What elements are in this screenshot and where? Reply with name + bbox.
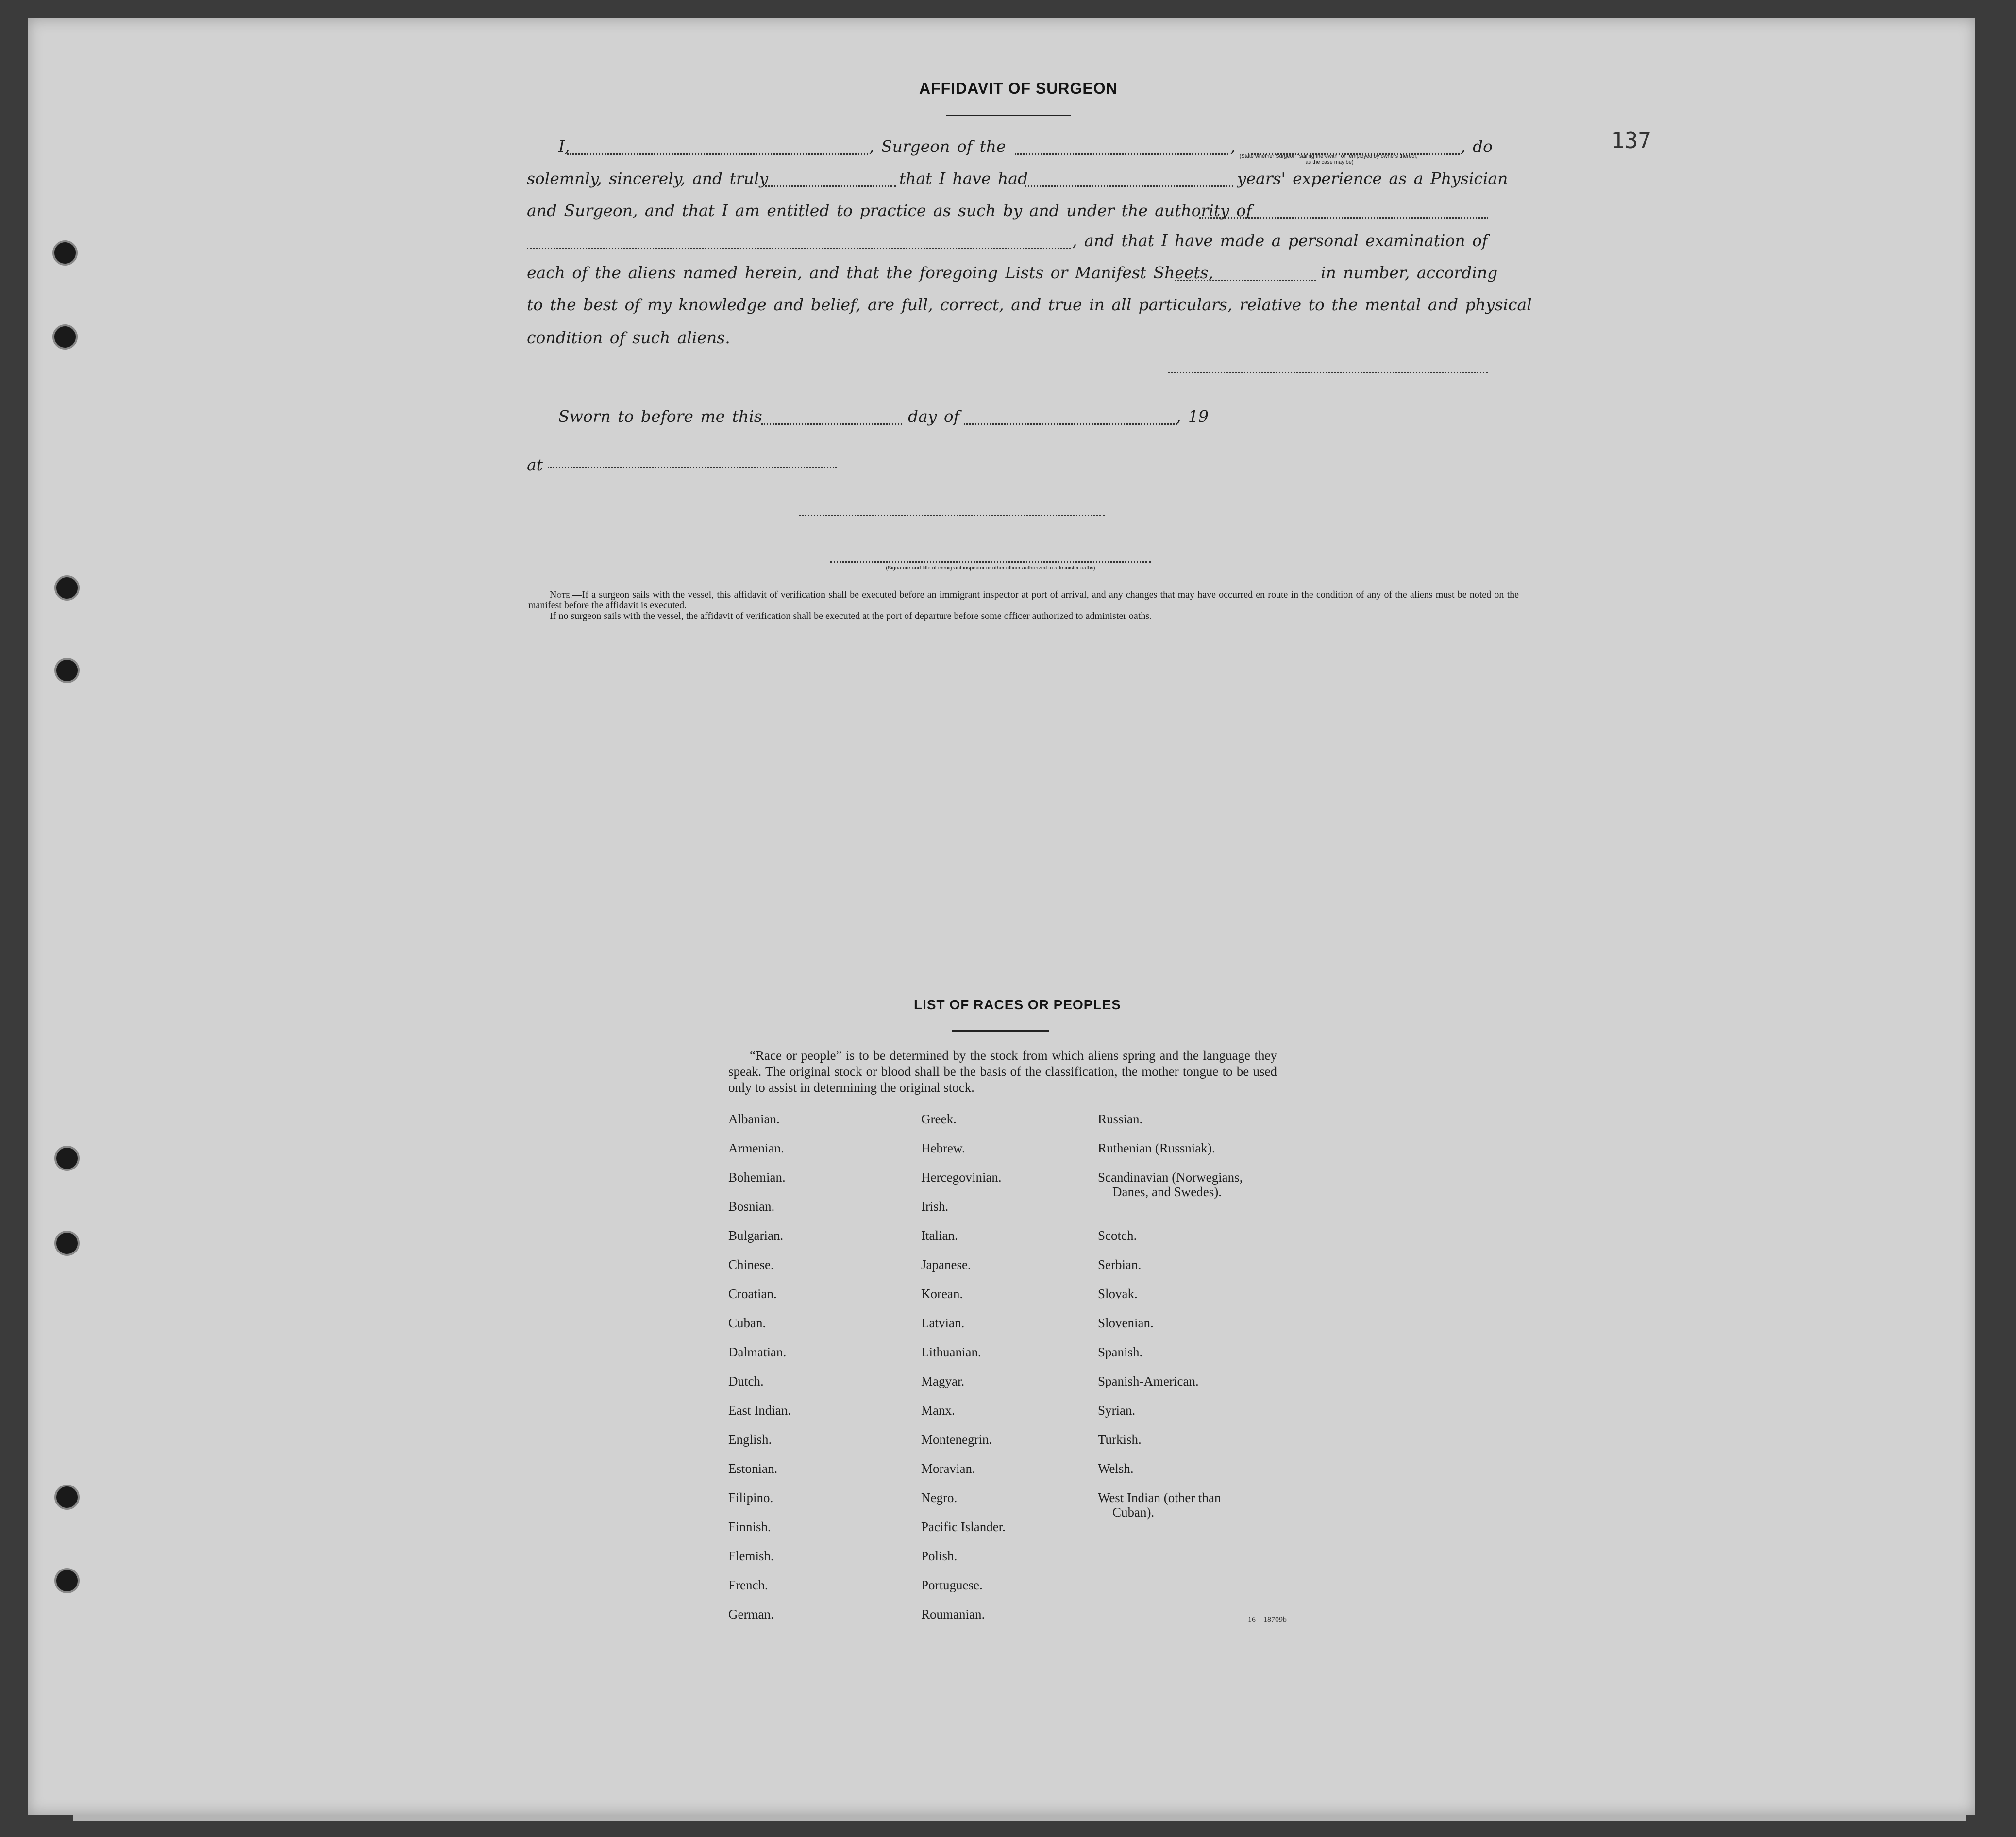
races-column-2 bbox=[921, 1112, 1006, 1636]
inspector-title-line[interactable] bbox=[830, 561, 1151, 563]
race-item: Japanese. bbox=[921, 1257, 971, 1272]
in-number-label: in number, according bbox=[1321, 263, 1498, 282]
races-title: LIST OF RACES OR PEOPLES bbox=[914, 997, 1121, 1012]
authority-field-continued[interactable] bbox=[527, 248, 1071, 249]
binder-hole bbox=[52, 324, 78, 350]
races-column-1 bbox=[728, 1112, 791, 1636]
note-lead: Note. bbox=[550, 589, 572, 600]
affidavit-title: AFFIDAVIT OF SURGEON bbox=[919, 80, 1118, 97]
race-item: Manx. bbox=[921, 1403, 955, 1418]
races-title-underline bbox=[952, 1030, 1049, 1032]
race-item: Chinese. bbox=[728, 1257, 774, 1272]
race-item: Negro. bbox=[921, 1490, 958, 1505]
race-item: Bohemian. bbox=[728, 1170, 786, 1185]
race-item: Welsh. bbox=[1098, 1461, 1134, 1476]
race-item: Dutch. bbox=[728, 1374, 764, 1388]
race-item: Korean. bbox=[921, 1286, 963, 1301]
sheet-count-field[interactable] bbox=[1175, 280, 1316, 281]
race-item: Slovak. bbox=[1098, 1286, 1138, 1301]
race-item: Polish. bbox=[921, 1549, 958, 1563]
binder-hole bbox=[54, 1485, 80, 1510]
race-item: Russian. bbox=[1098, 1112, 1143, 1126]
race-item: Latvian. bbox=[921, 1316, 965, 1330]
page-number: 137 bbox=[1611, 127, 1652, 153]
binder-hole bbox=[52, 240, 78, 266]
binder-hole bbox=[54, 575, 80, 601]
race-item: Albanian. bbox=[728, 1112, 780, 1126]
race-item: Irish. bbox=[921, 1199, 949, 1214]
race-item: Dalmatian. bbox=[728, 1345, 787, 1359]
authority-field[interactable] bbox=[1199, 217, 1488, 219]
race-item: Portuguese. bbox=[921, 1578, 983, 1592]
race-item: Flemish. bbox=[728, 1549, 774, 1563]
page-stack-edge bbox=[73, 1815, 1966, 1821]
race-item: French. bbox=[728, 1578, 768, 1592]
surgeon-signature-field[interactable] bbox=[1168, 372, 1488, 373]
race-item: Cuban. bbox=[728, 1316, 766, 1330]
form-number: 16—18709b bbox=[1248, 1616, 1287, 1624]
manifest-sheets-label: each of the aliens named herein, and that the foregoing Lists or Manifest Sheets, bbox=[527, 263, 1214, 282]
years-field[interactable] bbox=[1025, 185, 1233, 187]
do-label: , do bbox=[1461, 137, 1493, 156]
surgeon-status-note: (State whether Surgeon "sailing therewith" or "employed by owners thereof," as the case may be) bbox=[1239, 153, 1420, 165]
solemnly-label: solemnly, sincerely, and truly bbox=[527, 169, 769, 188]
race-item: Scotch. bbox=[1098, 1228, 1137, 1243]
signature-caption: (Signature and title of immigrant inspector or other officer authorized to administer oaths) bbox=[886, 565, 1095, 571]
surgeon-name-field[interactable] bbox=[567, 153, 868, 155]
binder-hole bbox=[54, 1231, 80, 1256]
years-experience-label: years' experience as a Physician bbox=[1237, 169, 1508, 188]
race-item: Serbian. bbox=[1098, 1257, 1142, 1272]
race-item: Armenian. bbox=[728, 1141, 784, 1155]
race-item: Magyar. bbox=[921, 1374, 965, 1388]
races-column-3 bbox=[1098, 1112, 1243, 1549]
races-intro: “Race or people” is to be determined by the stock from which aliens spring and the language they speak. The original stock or blood shall be the basis of the classification, the mother tongue to be used only to assist in determining the original stock. bbox=[728, 1048, 1277, 1095]
race-item: Moravian. bbox=[921, 1461, 975, 1476]
oath-field[interactable] bbox=[765, 185, 896, 187]
race-item: English. bbox=[728, 1432, 772, 1447]
race-item: Spanish-American. bbox=[1098, 1374, 1199, 1388]
binder-hole bbox=[54, 1568, 80, 1593]
race-item: Filipino. bbox=[728, 1490, 773, 1505]
title-underline bbox=[946, 115, 1071, 116]
sworn-place-field[interactable] bbox=[548, 467, 837, 468]
race-item-line-2: Cuban). bbox=[1112, 1505, 1155, 1520]
race-item: Italian. bbox=[921, 1228, 958, 1243]
authority-label: and Surgeon, and that I am entitled to practice as such by and under the authority of bbox=[527, 201, 1252, 220]
affidavit-note bbox=[528, 589, 1519, 621]
race-item: Bulgarian. bbox=[728, 1228, 784, 1243]
race-item: Finnish. bbox=[728, 1520, 771, 1534]
race-item: Estonian. bbox=[728, 1461, 778, 1476]
affidavit-i: I, bbox=[558, 137, 570, 156]
inspector-signature-line[interactable] bbox=[799, 515, 1105, 516]
race-item-line-1: West Indian (other than bbox=[1098, 1490, 1221, 1505]
race-item: Roumanian. bbox=[921, 1607, 985, 1621]
race-item bbox=[1098, 1170, 1243, 1228]
condition-label: condition of such aliens. bbox=[527, 328, 730, 347]
comma-label: , bbox=[1230, 137, 1236, 156]
vessel-name-field[interactable] bbox=[1015, 153, 1228, 155]
at-label: at bbox=[527, 455, 543, 474]
race-item: Montenegrin. bbox=[921, 1432, 992, 1447]
race-item-line-1: Scandinavian (Norwegians, bbox=[1098, 1170, 1243, 1185]
note-paragraph-1: —If a surgeon sails with the vessel, this affidavit of verification shall be executed before an immigrant inspector at port of arrival, and any changes that may have occurred en route in the condition of any of the aliens must be noted on the manifest before the affidavit is executed. bbox=[528, 589, 1519, 611]
race-item: Lithuanian. bbox=[921, 1345, 981, 1359]
day-of-label: day of bbox=[908, 407, 960, 426]
year-label: , 19 bbox=[1176, 407, 1209, 426]
race-item bbox=[1098, 1490, 1243, 1549]
race-item: Spanish. bbox=[1098, 1345, 1143, 1359]
race-item-line-2: Danes, and Swedes). bbox=[1112, 1185, 1222, 1199]
binder-hole bbox=[54, 658, 80, 683]
race-item: Croatian. bbox=[728, 1286, 777, 1301]
race-item: Hercegovinian. bbox=[921, 1170, 1002, 1185]
examination-label: , and that I have made a personal examination of bbox=[1072, 231, 1488, 250]
sworn-month-field[interactable] bbox=[964, 423, 1177, 425]
race-item: German. bbox=[728, 1607, 774, 1621]
note-paragraph-2: If no surgeon sails with the vessel, the affidavit of verification shall be executed at the port of departure before some officer authorized to administer oaths. bbox=[550, 611, 1152, 621]
sworn-label: Sworn to before me this bbox=[558, 407, 762, 426]
race-item: Greek. bbox=[921, 1112, 957, 1126]
race-item: Ruthenian (Russniak). bbox=[1098, 1141, 1215, 1155]
race-item: East Indian. bbox=[728, 1403, 791, 1418]
have-had-label: that I have had bbox=[899, 169, 1028, 188]
race-item: Pacific Islander. bbox=[921, 1520, 1006, 1534]
sworn-day-field[interactable] bbox=[761, 423, 902, 425]
race-item: Bosnian. bbox=[728, 1199, 775, 1214]
race-item: Syrian. bbox=[1098, 1403, 1136, 1418]
binder-hole bbox=[54, 1146, 80, 1171]
surgeon-of-label: , Surgeon of the bbox=[869, 137, 1006, 156]
race-item: Slovenian. bbox=[1098, 1316, 1154, 1330]
race-item: Turkish. bbox=[1098, 1432, 1142, 1447]
race-item: Hebrew. bbox=[921, 1141, 965, 1155]
knowledge-label: to the best of my knowledge and belief, are full, correct, and true in all particulars, relative to the mental and physical bbox=[527, 295, 1532, 314]
